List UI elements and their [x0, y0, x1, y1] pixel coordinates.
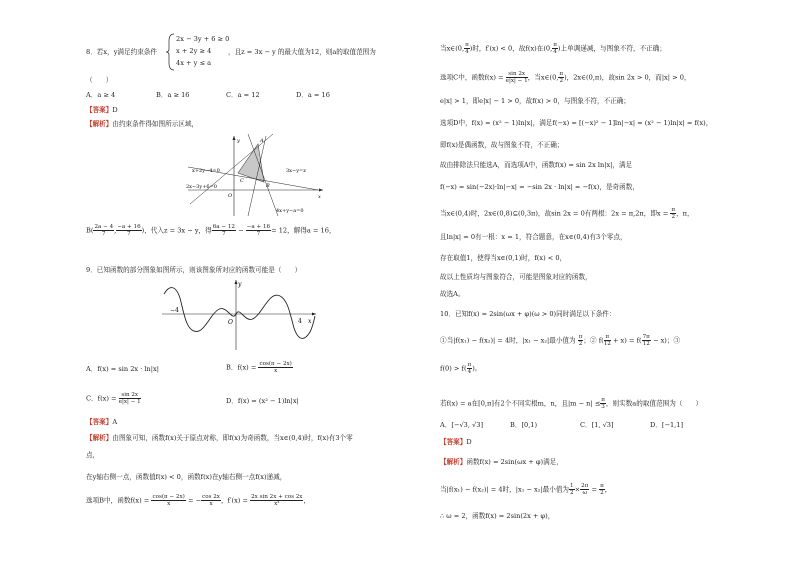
right-line-6: 故由排除法只能选A，而选项A中，函数f(x) = sin 2x ln|x|，满足: [440, 161, 633, 169]
q10-analysis-3: ∴ ω = 2，函数f(x) = 2sin(2x + φ)，: [440, 512, 555, 520]
q9-graph: [158, 278, 318, 352]
q10-option-b: B．[0,1): [510, 421, 538, 429]
q8-bx-frac: $\frac{2a - 4}{7}$: [94, 224, 114, 237]
right-line-8: 当x∈(0,4)时，2x∈(0,8)⊆(0,3π)，故sin 2x = 0有两根：2x = π,2π，即x = $\frac{\pi}{2}$ ，π，: [440, 207, 694, 220]
q8-system-line-3: 4x + y ≤ a: [176, 59, 212, 67]
q8-option-b: B．a ≥ 16: [156, 91, 190, 99]
q8-b-point: B: [86, 226, 91, 235]
q8-label-c: C: [240, 178, 244, 184]
q9-stem: 9．已知函数的部分图象如图所示，则该图象所对应的函数可能是（ ）: [86, 266, 302, 274]
right-line-2: 选项C中，函数f(x) = $\frac{\sin 2x}{e|x| - 1}$ ，当x∈(0, $\frac{\pi}{2}$ )，2x∈(0,π)，故sin 2x > 0，而|x| > 0，: [440, 71, 691, 84]
q8-option-a: A．a ≥ 4: [86, 91, 116, 99]
q9-label-neg4: −4: [170, 307, 179, 314]
q8-end-text: = 12，解得a = 16，: [271, 226, 336, 235]
q9-option-d: D．f(x) = (x² − 1)ln|x|: [226, 397, 299, 405]
right-line-9: 且ln|x| = 0有一根：x = 1，符合题意，在x∈(0,4)有3个零点，: [440, 233, 627, 241]
q10-answer-value: D: [466, 438, 472, 446]
q9-label-x: x: [308, 318, 312, 325]
q10-conditions-1: ①当|f(x₁) − f(x₂)| = 4时，|x₁ − x₂|最小值为 $\frac{\pi}{2}$ ；② f( $\frac{\pi}{12}$ + x) = f( $\frac{7\pi}{12}$ − x)；③: [440, 334, 681, 347]
q8-label-l1: x+2y−4=0: [192, 168, 220, 174]
q10-answer-tag: 【答案】: [440, 438, 467, 446]
q9-curve: [164, 288, 315, 339]
q8-b-point-line: B( $\frac{2a - 4}{7}$ , $\frac{-a + 16}{7}$ )，代入z = 3x − y，得 $\frac{6a - 12}{7}$ − $\frac{-a + 16}{7}$ = 12，解得a = 16，: [86, 224, 336, 237]
q8-text-post: ，且z = 3x − y 的最大值为12，则a的取值范围为: [228, 48, 376, 56]
q8-e2-frac: $\frac{-a + 16}{7}$: [246, 224, 271, 237]
q10-analysis-tag: 【解析】: [440, 458, 467, 466]
q9-answer-line: [86, 418, 117, 427]
right-line-5: 即f(x)是偶函数，故与图象不符，不正确；: [440, 141, 564, 149]
q8-label-l3: 3x−y=z: [286, 168, 306, 174]
right-line-12: 故选A。: [440, 290, 465, 298]
q9-label-y: y: [238, 281, 242, 288]
q8-answer-value: D: [112, 106, 118, 114]
q10-answer-line: [440, 438, 472, 447]
q8-label-l4: 4x+y−a=0: [276, 208, 304, 214]
q9-option-a: A．f(x) = sin 2x · ln|x|: [86, 365, 159, 373]
q10-option-c: C．[1, √3]: [580, 421, 614, 429]
q8-stem: [86, 48, 157, 57]
q10-conditions-2: f(0) > f( $\frac{\pi}{4}$ )。: [440, 362, 482, 375]
q9-analysis-tag: 【解析】: [86, 434, 113, 442]
q9-answer-tag: 【答案】: [86, 418, 113, 426]
q8-label-l2: 2x−3y+6=0: [186, 184, 217, 190]
q9-option-c: C．f(x) = $\frac{\sin 2x}{e|x| - 1}$: [86, 392, 141, 405]
q9-analysis-1: [86, 434, 353, 443]
right-line-7: f(−x) = sin(−2x)·ln|−x| = −sin 2x · ln|x| = −f(x)，是奇函数，: [440, 183, 639, 191]
q8-analysis-tag: 【解析】: [86, 120, 113, 128]
q9-label-pos4: 4: [298, 318, 302, 325]
q8-answer-line: [86, 106, 118, 115]
q10-analysis-2: 当|f(x₁) − f(x₂)| = 4时，|x₁ − x₂|最小值为 $\frac{1}{2}$ × $\frac{2\pi}{\omega}$ = $\frac{\pi}{2}$ ，: [440, 483, 612, 496]
q8-label-x: x: [318, 194, 321, 200]
q8-option-d: D．a = 16: [296, 91, 330, 99]
q8-substitute-text: ，代入z = 3x − y，得: [144, 226, 212, 235]
q8-option-c: C．a = 12: [226, 91, 260, 99]
q8-label-a: A: [260, 138, 264, 144]
q8-label-b: B: [266, 183, 270, 189]
q8-text-pre: 8．若x，y满足约束条件: [86, 48, 157, 56]
right-line-11: 故以上性质均与图象符合，可能是图象对应的函数，: [440, 273, 592, 281]
q9-answer-value: A: [112, 418, 118, 426]
right-line-4: 选项D中，f(x) = (x² − 1)ln|x|，满足f(−x) = [(−x)² − 1]ln|−x| = (x² − 1)ln|x| = f(x)，: [440, 119, 713, 127]
q8-system-line-2: x + 2y ≥ 4: [176, 47, 212, 55]
q9-analysis-4: 选项B中，函数f(x) = $\frac{\cos(\pi - 2x)}{x}$ = − $\frac{\cos 2x}{x}$ ，f′(x) = $\frac{\text{2x sin 2x + cos 2x}}{\text{x²}}$ ，: [86, 494, 311, 507]
q9-analysis-3: 在y轴右侧一点，函数值f(x) < 0，函数f(x)在y轴右侧一点f(x)递减，: [86, 473, 287, 481]
q8-e1-frac: $\frac{6a - 12}{7}$: [212, 224, 235, 237]
q9-analysis-text-1: 由图象可知，函数f(x)关于原点对称，即f(x)为奇函数，当x∈(0,4)时，f(x)有3个零: [112, 434, 353, 442]
q8-by-frac: $\frac{-a + 16}{7}$: [117, 224, 141, 237]
right-line-1: 当x∈(0, $\frac{\pi}{4}$ )时，f′(x) < 0，故f(x)在(0, $\frac{\pi}{4}$ )上单调递减，与图象不符，不正确；: [440, 42, 666, 55]
q8-system-line-1: 2x − 3y + 6 ≥ 0: [176, 35, 230, 43]
q8-label-y: y: [237, 138, 240, 144]
q9-option-b: B．f(x) = $\frac{\cos(\pi - 2x)}{x}$: [226, 361, 292, 374]
q9-analysis-2: 点，: [86, 451, 100, 459]
q10-option-d: D．[−1,1]: [650, 421, 684, 429]
q8-analysis-line: [86, 120, 198, 129]
q8-answer-tag: 【答案】: [86, 106, 113, 114]
q10-analysis-1: [440, 458, 563, 467]
q10-question: 若f(x) = a在[0,π]有2个不同实根m，n，且|m − n| ≤ $\frac{\pi}{3}$ ，则实数a的取值范围为（ ）: [440, 397, 703, 410]
right-line-10: 存在取值1，使得当x∈(0,1)时，f(x) < 0，: [440, 254, 567, 262]
q10-analysis-text-1: 函数f(x) = 2sin(ωx + φ)满足，: [466, 458, 563, 466]
q10-option-a: A．[−√3, √3]: [440, 421, 484, 429]
q8-label-o: O: [228, 193, 233, 199]
q10-stem: 10．已知f(x) = 2sin(ωx + φ)(ω > 0)同时满足以下条件：: [440, 310, 616, 318]
q8-paren: （ ）: [86, 76, 113, 84]
q8-brace: [166, 33, 176, 71]
q8-analysis-text: 由约束条件得如图所示区域，: [112, 120, 199, 128]
right-line-3: e|x| > 1，即e|x| − 1 > 0，故f(x) > 0，与图象不符，不正确；: [440, 97, 630, 105]
q8-region-figure: [178, 132, 328, 218]
q9-label-o: O: [228, 319, 233, 326]
